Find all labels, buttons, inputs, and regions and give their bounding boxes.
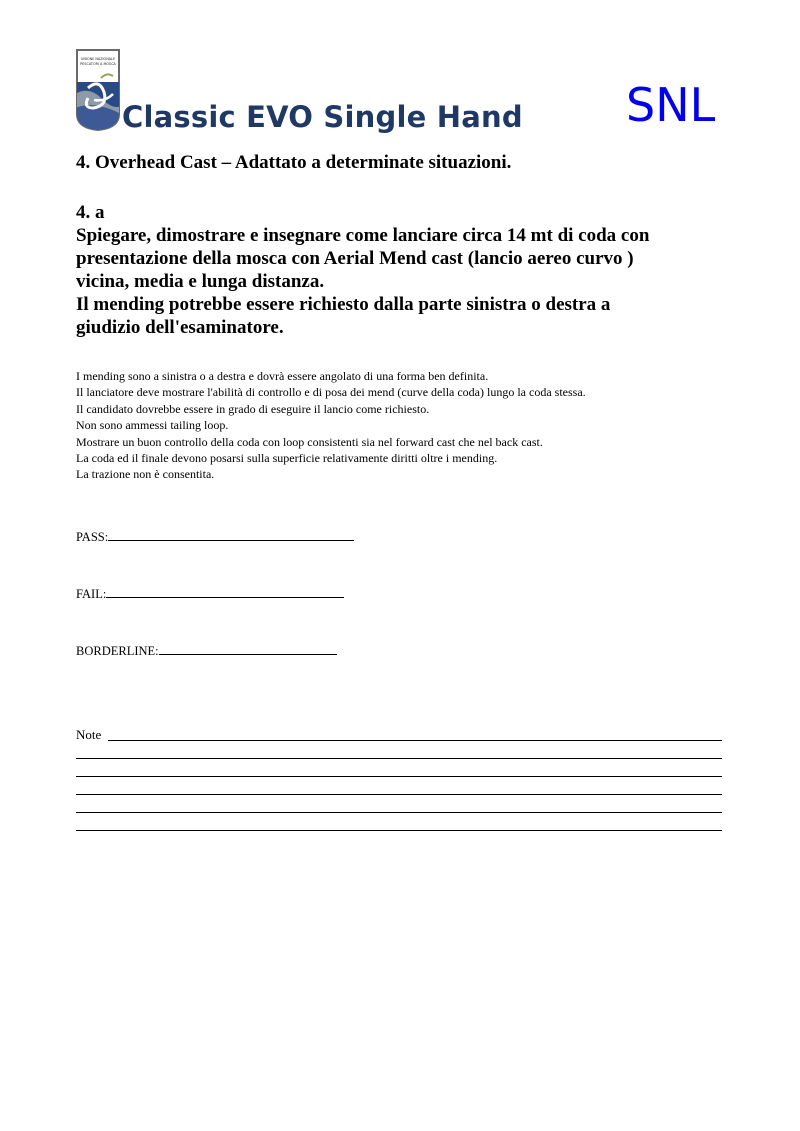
snl-badge: SNL xyxy=(626,78,716,132)
svg-text:UNIONE NAZIONALE: UNIONE NAZIONALE xyxy=(80,57,116,61)
borderline-blank-line[interactable] xyxy=(159,642,337,655)
borderline-field xyxy=(76,642,337,659)
criteria-item: La trazione non è consentita. xyxy=(76,467,215,482)
notes-label: Note xyxy=(76,727,102,742)
notes-line[interactable] xyxy=(76,758,722,759)
document-title: Classic EVO Single Hand xyxy=(122,100,523,134)
fail-blank-line[interactable] xyxy=(106,585,344,598)
pass-label: PASS: xyxy=(76,530,109,544)
notes-line[interactable] xyxy=(76,812,722,813)
notes-line[interactable] xyxy=(108,740,722,741)
criteria-list xyxy=(76,368,586,483)
criteria-item: Il candidato dovrebbe essere in grado di eseguire il lancio come richiesto. xyxy=(76,401,430,416)
criteria-item: Non sono ammessi tailing loop. xyxy=(76,418,229,433)
pass-field xyxy=(76,528,354,545)
criteria-item: La coda ed il finale devono posarsi sulla superficie relativamente diritti oltre i mending. xyxy=(76,451,498,466)
section-heading: 4. Overhead Cast – Adattato a determinate situazioni. xyxy=(76,152,512,173)
fail-label: FAIL: xyxy=(76,587,107,601)
task-description xyxy=(76,224,746,339)
task-line: Spiegare, dimostrare e insegnare come lanciare circa 14 mt di coda con xyxy=(76,225,650,246)
notes-line[interactable] xyxy=(76,776,722,777)
criteria-item: I mending sono a sinistra o a destra e dovrà essere angolato di una forma ben definita. xyxy=(76,369,489,383)
unpam-logo xyxy=(75,48,121,132)
task-line: vicina, media e lunga distanza. xyxy=(76,271,325,292)
task-line: giudizio dell'esaminatore. xyxy=(76,317,284,338)
sub-section-label: 4. a xyxy=(76,202,105,223)
fail-field xyxy=(76,585,344,602)
borderline-label: BORDERLINE: xyxy=(76,644,159,658)
svg-text:PESCATORI A MOSCA: PESCATORI A MOSCA xyxy=(80,62,116,66)
pass-blank-line[interactable] xyxy=(108,528,354,541)
criteria-item: Mostrare un buon controllo della coda con loop consistenti sia nel forward cast che nel back cast. xyxy=(76,434,543,449)
notes-line[interactable] xyxy=(76,830,722,831)
task-line: presentazione della mosca con Aerial Mend cast (lancio aereo curvo ) xyxy=(76,248,634,269)
task-line: Il mending potrebbe essere richiesto dalla parte sinistra o destra a xyxy=(76,294,611,315)
notes-line[interactable] xyxy=(76,794,722,795)
criteria-item: Il lanciatore deve mostrare l'abilità di controllo e di posa dei mend (curve della coda) lungo la coda stessa. xyxy=(76,385,586,400)
